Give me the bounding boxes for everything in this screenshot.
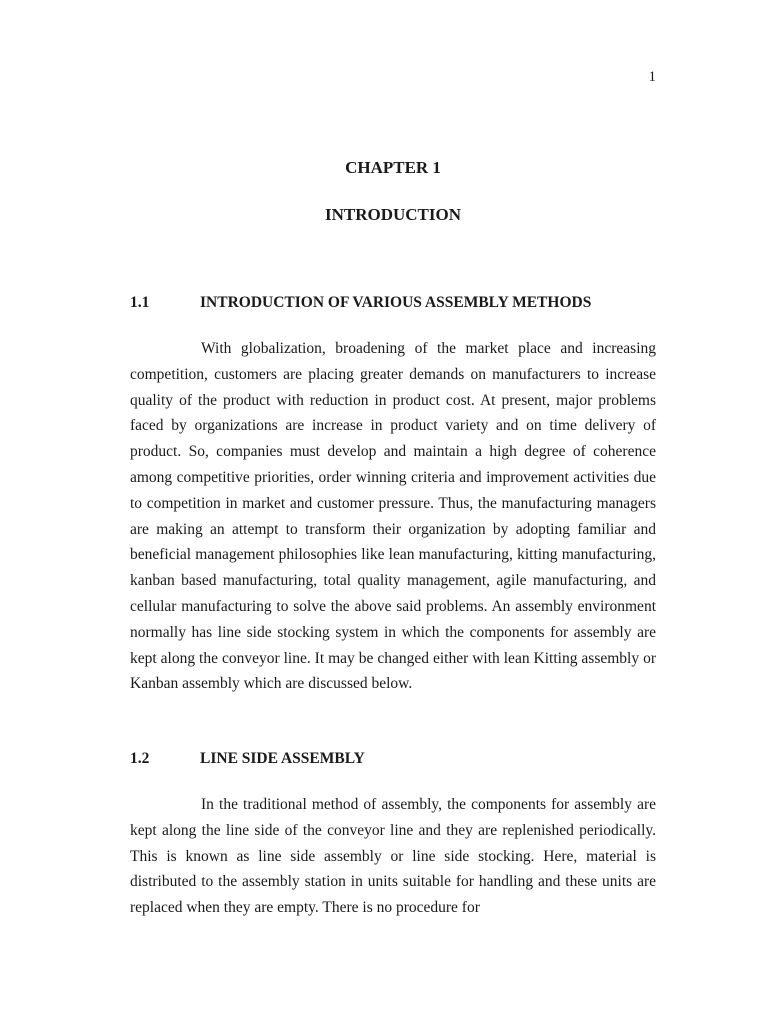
section-title: INTRODUCTION OF VARIOUS ASSEMBLY METHODS: [200, 294, 592, 311]
section-heading: [130, 294, 591, 312]
chapter-label: CHAPTER 1: [345, 158, 441, 177]
page-number: 1: [648, 69, 656, 85]
chapter-title: INTRODUCTION: [324, 205, 462, 224]
body-paragraph: With globalization, broadening of the market place and increasing competition, customers are placing greater demands on manufacturers to increase quality of the product with reduction in product cost. At present, major problems faced by organizations are increase in product variety and on time delivery of product. So, companies must develop and maintain a high degree of coherence among competitive priorities, order winning criteria and improvement activities due to competition in market and customer pressure. Thus, the manufacturing managers are making an attempt to transform their organization by adopting familiar and beneficial management philosophies like lean manufacturing, kitting manufacturing, kanban based manufacturing, total quality management, agile manufacturing, and cellular manufacturing to solve the above said problems. An assembly environment normally has line side stocking system in which the components for assembly are kept along the conveyor line. It may be changed either with lean Kitting assembly or Kanban assembly which are discussed below.: [130, 340, 656, 693]
section-title: LINE SIDE ASSEMBLY: [200, 750, 365, 767]
section-heading: [130, 750, 365, 768]
body-paragraph: In the traditional method of assembly, the components for assembly are kept along the line side of the conveyor line and they are replenished periodically. This is known as line side assembly or line side stocking. Here, material is distributed to the assembly station in units suitable for handling and these units are replaced when they are empty. There is no procedure for: [130, 796, 656, 917]
section-number: 1.2: [130, 750, 150, 767]
section-number: 1.1: [130, 294, 150, 311]
